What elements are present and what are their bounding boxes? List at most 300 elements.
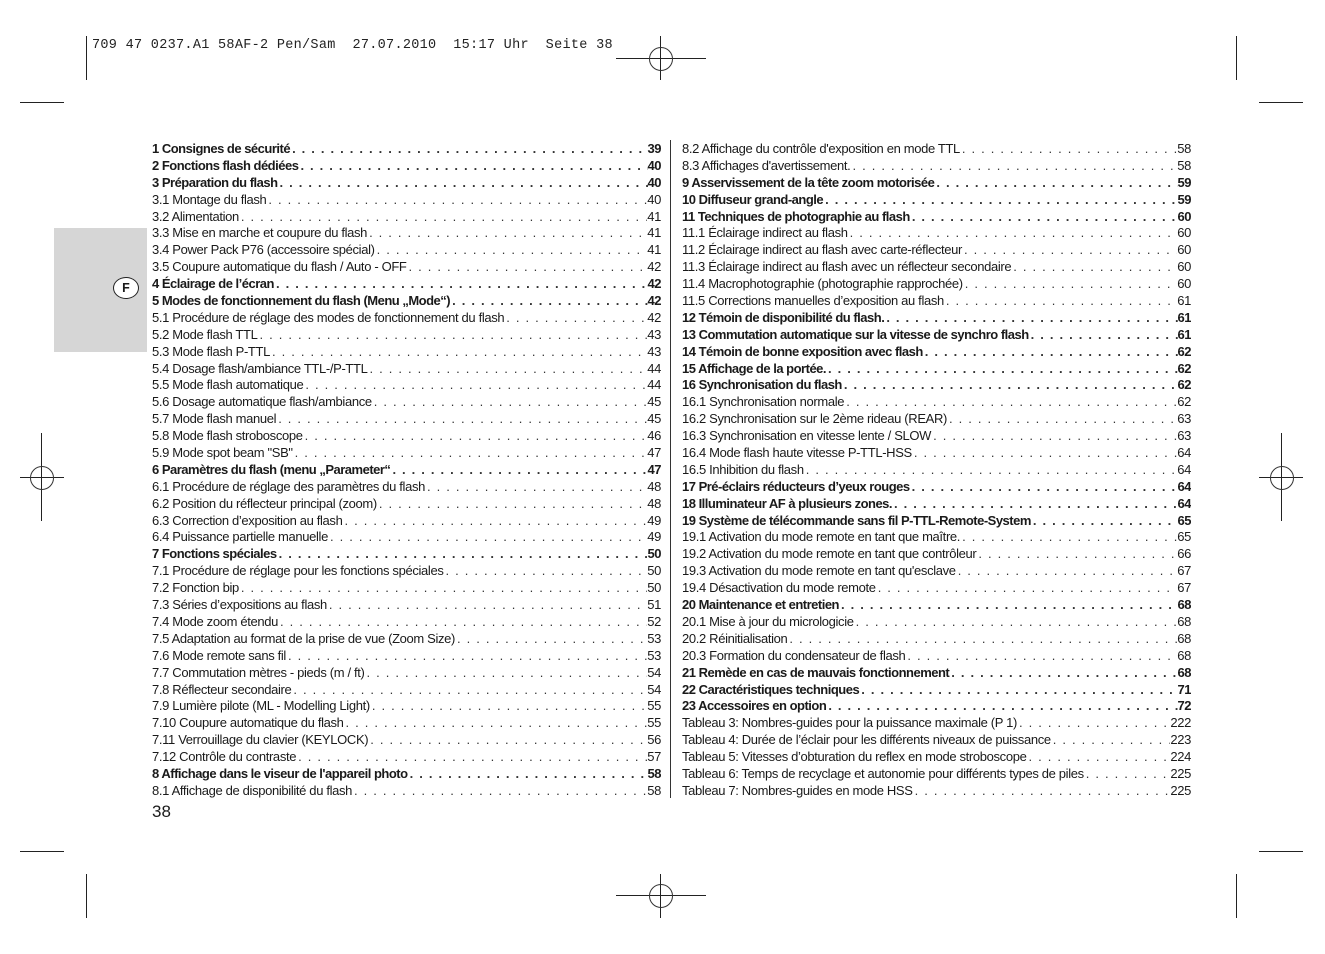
toc-entry-title: 8.2 Affichage du contrôle d'exposition en mode TTL bbox=[682, 141, 960, 156]
toc-entry bbox=[682, 225, 1191, 242]
toc-entry bbox=[682, 732, 1191, 749]
toc-entry-page: 68 bbox=[1177, 664, 1191, 680]
toc-entry-page: 57 bbox=[647, 749, 661, 765]
toc-entry-page: 47 bbox=[647, 445, 661, 461]
language-badge: F bbox=[113, 277, 139, 299]
toc-entry bbox=[682, 631, 1191, 648]
toc-leader-dots bbox=[949, 665, 1177, 682]
toc-entry-page: 64 bbox=[1177, 495, 1191, 511]
toc-entry bbox=[682, 513, 1191, 530]
toc-entry-title: 6 Paramètres du flash (menu „Parameter“ bbox=[152, 461, 391, 477]
toc-entry-title: 19.3 Activation du mode remote en tant qu'esclave bbox=[682, 563, 956, 579]
toc-entry-title: 3.2 Alimentation bbox=[152, 208, 239, 224]
toc-entry-title: 7.9 Lumière pilote (ML - Modelling Light) bbox=[152, 698, 370, 714]
toc-entry-title: 7 Fonctions spéciales bbox=[152, 546, 277, 562]
toc-leader-dots bbox=[823, 192, 1177, 209]
toc-leader-dots bbox=[826, 698, 1177, 715]
toc-entry-title: 12 Témoin de disponibilité du flash. bbox=[682, 309, 885, 325]
toc-entry-title: 5.6 Dosage automatique flash/ambiance bbox=[152, 394, 372, 410]
toc-entry-page: 55 bbox=[647, 715, 661, 731]
toc-entry bbox=[152, 529, 661, 546]
toc-entry-page: 52 bbox=[647, 613, 661, 629]
toc-entry bbox=[682, 529, 1191, 546]
column-divider bbox=[670, 140, 671, 798]
toc-entry bbox=[682, 580, 1191, 597]
toc-entry bbox=[152, 428, 661, 445]
toc-entry bbox=[152, 361, 661, 378]
toc-right-column bbox=[682, 141, 1191, 800]
toc-entry-title: 8 Affichage dans le viseur de l'appareil photo bbox=[152, 765, 408, 781]
toc-entry bbox=[682, 411, 1191, 428]
toc-entry-page: 60 bbox=[1177, 225, 1191, 241]
toc-entry-page: 54 bbox=[647, 664, 661, 680]
toc-entry bbox=[682, 394, 1191, 411]
toc-entry-title: 8.3 Affichages d'avertissement. bbox=[682, 157, 851, 173]
toc-entry-title: 11.1 Éclairage indirect au flash bbox=[682, 225, 848, 241]
toc-entry-title: 16.5 Inhibition du flash bbox=[682, 461, 804, 477]
crop-mark bbox=[20, 102, 64, 103]
toc-leader-dots bbox=[367, 361, 647, 378]
toc-entry bbox=[152, 783, 661, 800]
toc-entry-title: 14 Témoin de bonne exposition avec flash bbox=[682, 343, 923, 359]
toc-entry-page: 58 bbox=[647, 782, 661, 798]
toc-entry-title: 7.7 Commutation mètres - pieds (m / ft) bbox=[152, 664, 365, 680]
toc-entry-page: 223 bbox=[1170, 732, 1191, 748]
toc-entry-title: 3.3 Mise en marche et coupure du flash bbox=[152, 225, 368, 241]
toc-entry-page: 44 bbox=[647, 377, 661, 393]
toc-entry-title: Tableau 6: Temps de recyclage et autonomie pour différents types de piles bbox=[682, 765, 1084, 781]
toc-entry-title: 3.4 Power Pack P76 (accessoire spécial) bbox=[152, 242, 375, 258]
toc-leader-dots bbox=[1031, 513, 1178, 530]
toc-entry-page: 222 bbox=[1170, 715, 1191, 731]
toc-entry-title: 7.11 Verrouillage du clavier (KEYLOCK) bbox=[152, 732, 369, 748]
toc-entry bbox=[682, 175, 1191, 192]
toc-leader-dots bbox=[455, 631, 647, 648]
toc-entry-title: 3.1 Montage du flash bbox=[152, 191, 267, 207]
toc-entry-title: 5.8 Mode flash stroboscope bbox=[152, 428, 303, 444]
toc-entry bbox=[682, 546, 1191, 563]
toc-entry-page: 49 bbox=[647, 512, 661, 528]
toc-leader-dots bbox=[787, 631, 1177, 648]
toc-entry-title: 10 Diffuseur grand-angle bbox=[682, 191, 824, 207]
toc-entry-page: 67 bbox=[1177, 563, 1191, 579]
toc-entry bbox=[152, 242, 661, 259]
toc-entry-title: 16 Synchronisation du flash bbox=[682, 377, 842, 393]
crop-mark bbox=[1236, 874, 1237, 918]
toc-entry-page: 225 bbox=[1170, 782, 1191, 798]
toc-leader-dots bbox=[370, 698, 647, 715]
toc-leader-dots bbox=[910, 479, 1178, 496]
toc-leader-dots bbox=[931, 428, 1177, 445]
toc-entry-page: 59 bbox=[1177, 174, 1191, 190]
toc-leader-dots bbox=[854, 614, 1178, 631]
toc-entry-title: 20 Maintenance et entretien bbox=[682, 597, 839, 613]
toc-entry bbox=[682, 665, 1191, 682]
toc-entry-page: 50 bbox=[647, 563, 661, 579]
toc-entry bbox=[682, 344, 1191, 361]
toc-entry bbox=[682, 698, 1191, 715]
crop-mark bbox=[1259, 102, 1303, 103]
toc-entry-page: 58 bbox=[647, 765, 661, 781]
toc-entry-page: 59 bbox=[1177, 191, 1191, 207]
toc-entry-title: 1 Consignes de sécurité bbox=[152, 141, 291, 156]
toc-entry-title: 7.8 Réflecteur secondaire bbox=[152, 681, 292, 697]
toc-leader-dots bbox=[290, 141, 647, 158]
toc-entry bbox=[682, 749, 1191, 766]
toc-entry-page: 64 bbox=[1177, 478, 1191, 494]
toc-entry bbox=[152, 682, 661, 699]
toc-entry bbox=[682, 597, 1191, 614]
toc-entry-page: 40 bbox=[647, 191, 661, 207]
toc-entry-title: 5.5 Mode flash automatique bbox=[152, 377, 304, 393]
toc-entry-page: 61 bbox=[1177, 309, 1191, 325]
toc-entry bbox=[152, 715, 661, 732]
toc-leader-dots bbox=[367, 225, 647, 242]
toc-entry-page: 56 bbox=[647, 732, 661, 748]
toc-entry-page: 50 bbox=[647, 546, 661, 562]
toc-leader-dots bbox=[352, 783, 647, 800]
toc-entry-title: 15 Affichage de la portée. bbox=[682, 360, 827, 376]
page-number: 38 bbox=[152, 802, 171, 821]
toc-entry-title: 7.1 Procédure de réglage pour les fonctions spéciales bbox=[152, 563, 444, 579]
toc-entry-page: 60 bbox=[1177, 276, 1191, 292]
toc-entry bbox=[152, 259, 661, 276]
toc-leader-dots bbox=[947, 411, 1177, 428]
toc-leader-dots bbox=[239, 209, 647, 226]
toc-entry bbox=[152, 344, 661, 361]
toc-entry bbox=[682, 377, 1191, 394]
toc-entry-page: 46 bbox=[647, 428, 661, 444]
registration-mark-circle bbox=[649, 47, 673, 71]
toc-entry-page: 61 bbox=[1177, 326, 1191, 342]
toc-entry-page: 41 bbox=[647, 208, 661, 224]
toc-entry-title: 20.1 Mise à jour du micrologicie bbox=[682, 613, 854, 629]
toc-entry bbox=[682, 479, 1191, 496]
toc-entry-title: 11.3 Éclairage indirect au flash avec un réflecteur secondaire bbox=[682, 259, 1012, 275]
toc-entry-page: 60 bbox=[1177, 208, 1191, 224]
toc-entry-page: 62 bbox=[1177, 360, 1191, 376]
toc-entry-page: 50 bbox=[647, 580, 661, 596]
toc-leader-dots bbox=[257, 327, 647, 344]
toc-entry bbox=[682, 293, 1191, 310]
toc-leader-dots bbox=[956, 563, 1178, 580]
toc-entry-title: 7.4 Mode zoom étendu bbox=[152, 613, 278, 629]
toc-entry-title: Tableau 5: Vitesses d’obturation du reflex en mode stroboscope bbox=[682, 749, 1027, 765]
toc-leader-dots bbox=[274, 276, 648, 293]
toc-entry-title: 21 Remède en cas de mauvais fonctionnement bbox=[682, 664, 950, 680]
toc-leader-dots bbox=[278, 175, 648, 192]
toc-entry bbox=[682, 445, 1191, 462]
toc-leader-dots bbox=[377, 496, 647, 513]
toc-entry-page: 71 bbox=[1177, 681, 1191, 697]
toc-entry-page: 48 bbox=[647, 495, 661, 511]
toc-entry bbox=[682, 428, 1191, 445]
toc-entry-page: 45 bbox=[647, 394, 661, 410]
toc-entry bbox=[152, 496, 661, 513]
toc-entry bbox=[682, 682, 1191, 699]
toc-entry-title: 9 Asservissement de la tête zoom motorisée bbox=[682, 174, 935, 190]
toc-leader-dots bbox=[976, 546, 1177, 563]
toc-entry-page: 47 bbox=[647, 461, 661, 477]
toc-entry bbox=[682, 766, 1191, 783]
toc-entry-page: 63 bbox=[1177, 411, 1191, 427]
toc-leader-dots bbox=[328, 529, 647, 546]
toc-entry-title: 5.1 Procédure de réglage des modes de fonctionnement du flash bbox=[152, 309, 505, 325]
toc-entry-title: 17 Pré-éclairs réducteurs d’yeux rouges bbox=[682, 478, 910, 494]
toc-entry-page: 41 bbox=[647, 242, 661, 258]
toc-entry-page: 62 bbox=[1177, 394, 1191, 410]
toc-leader-dots bbox=[844, 394, 1177, 411]
toc-entry bbox=[152, 276, 661, 293]
toc-entry-page: 40 bbox=[647, 157, 661, 173]
toc-leader-dots bbox=[963, 276, 1178, 293]
toc-entry-title: 7.12 Contrôle du contraste bbox=[152, 749, 297, 765]
toc-leader-dots bbox=[443, 563, 647, 580]
toc-entry bbox=[152, 614, 661, 631]
toc-entry bbox=[682, 158, 1191, 175]
toc-entry bbox=[152, 445, 661, 462]
toc-entry-page: 64 bbox=[1177, 461, 1191, 477]
toc-entry-page: 68 bbox=[1177, 647, 1191, 663]
toc-entry bbox=[152, 293, 661, 310]
toc-leader-dots bbox=[876, 580, 1178, 597]
toc-entry-page: 65 bbox=[1177, 529, 1191, 545]
toc-entry bbox=[152, 310, 661, 327]
toc-entry-page: 51 bbox=[647, 597, 661, 613]
toc-entry-page: 68 bbox=[1177, 597, 1191, 613]
toc-entry bbox=[682, 496, 1191, 513]
toc-entry-page: 64 bbox=[1177, 445, 1191, 461]
toc-entry bbox=[152, 766, 661, 783]
toc-entry-page: 53 bbox=[647, 630, 661, 646]
toc-leader-dots bbox=[1029, 327, 1178, 344]
toc-entry-title: 8.1 Affichage de disponibilité du flash bbox=[152, 782, 353, 798]
crop-mark bbox=[1236, 36, 1237, 80]
toc-leader-dots bbox=[266, 192, 647, 209]
toc-entry bbox=[682, 209, 1191, 226]
toc-entry-title: 3 Préparation du flash bbox=[152, 174, 278, 190]
toc-entry bbox=[152, 513, 661, 530]
toc-entry bbox=[682, 563, 1191, 580]
toc-entry-page: 43 bbox=[647, 326, 661, 342]
toc-entry-page: 60 bbox=[1177, 242, 1191, 258]
toc-entry-title: 7.2 Fonction bip bbox=[152, 580, 239, 596]
toc-entry-page: 224 bbox=[1170, 749, 1191, 765]
toc-leader-dots bbox=[276, 411, 647, 428]
toc-leader-dots bbox=[425, 479, 647, 496]
toc-entry bbox=[152, 327, 661, 344]
toc-leader-dots bbox=[1011, 259, 1177, 276]
toc-leader-dots bbox=[390, 462, 647, 479]
toc-entry-page: 62 bbox=[1177, 377, 1191, 393]
toc-entry-title: Tableau 4: Durée de l’éclair pour les différents niveaux de puissance bbox=[682, 732, 1051, 748]
toc-leader-dots bbox=[1084, 766, 1171, 783]
toc-entry-title: 11.5 Corrections manuelles d’exposition au flash bbox=[682, 293, 944, 309]
toc-leader-dots bbox=[905, 648, 1177, 665]
toc-leader-dots bbox=[934, 175, 1177, 192]
toc-entry bbox=[682, 242, 1191, 259]
toc-leader-dots bbox=[270, 344, 647, 361]
toc-leader-dots bbox=[826, 361, 1178, 378]
toc-entry-title: 16.1 Synchronisation normale bbox=[682, 394, 845, 410]
toc-leader-dots bbox=[291, 682, 647, 699]
toc-leader-dots bbox=[278, 614, 647, 631]
toc-entry-page: 72 bbox=[1177, 698, 1191, 714]
toc-entry bbox=[152, 648, 661, 665]
toc-entry-title: 5 Modes de fonctionnement du flash (Menu „Mode“) bbox=[152, 293, 451, 309]
toc-entry bbox=[682, 462, 1191, 479]
toc-leader-dots bbox=[239, 580, 647, 597]
toc-entry-title: 20.3 Formation du condensateur de flash bbox=[682, 647, 906, 663]
toc-entry-page: 62 bbox=[1177, 343, 1191, 359]
toc-leader-dots bbox=[848, 225, 1178, 242]
crop-mark bbox=[1259, 851, 1303, 852]
toc-left-column bbox=[152, 141, 661, 800]
toc-entry bbox=[682, 648, 1191, 665]
toc-leader-dots bbox=[913, 783, 1171, 800]
toc-entry-page: 42 bbox=[647, 259, 661, 275]
toc-entry-page: 42 bbox=[647, 309, 661, 325]
toc-leader-dots bbox=[286, 648, 647, 665]
toc-leader-dots bbox=[923, 344, 1178, 361]
toc-entry-page: 68 bbox=[1177, 613, 1191, 629]
toc-entry bbox=[682, 141, 1191, 158]
toc-leader-dots bbox=[1051, 732, 1171, 749]
toc-entry-page: 225 bbox=[1170, 765, 1191, 781]
toc-entry-page: 40 bbox=[647, 174, 661, 190]
toc-entry bbox=[682, 327, 1191, 344]
toc-leader-dots bbox=[408, 766, 648, 783]
toc-entry-page: 54 bbox=[647, 681, 661, 697]
toc-leader-dots bbox=[303, 377, 647, 394]
toc-entry-title: 5.4 Dosage flash/ambiance TTL-/P-TTL bbox=[152, 360, 368, 376]
registration-mark-circle bbox=[649, 884, 673, 908]
toc-entry-page: 42 bbox=[647, 276, 661, 292]
registration-mark-circle bbox=[30, 466, 54, 490]
crop-mark bbox=[86, 874, 87, 918]
toc-entry-title: 3.5 Coupure automatique du flash / Auto - OFF bbox=[152, 259, 407, 275]
toc-leader-dots bbox=[842, 377, 1178, 394]
toc-entry bbox=[152, 749, 661, 766]
toc-leader-dots bbox=[298, 158, 647, 175]
toc-entry-page: 61 bbox=[1177, 293, 1191, 309]
toc-entry-title: 7.3 Séries d’expositions au flash bbox=[152, 597, 327, 613]
toc-entry-page: 49 bbox=[647, 529, 661, 545]
toc-entry-page: 63 bbox=[1177, 428, 1191, 444]
toc-leader-dots bbox=[450, 293, 647, 310]
toc-entry-page: 44 bbox=[647, 360, 661, 376]
toc-entry-title: 11.4 Macrophotographie (photographie rapprochée) bbox=[682, 276, 963, 292]
toc-entry bbox=[152, 563, 661, 580]
toc-entry-title: 5.9 Mode spot beam "SB" bbox=[152, 445, 293, 461]
toc-leader-dots bbox=[1017, 715, 1170, 732]
toc-entry-title: 11.2 Éclairage indirect au flash avec carte-réflecteur bbox=[682, 242, 963, 258]
toc-entry-title: 19.2 Activation du mode remote en tant que contrôleur bbox=[682, 546, 977, 562]
toc-entry bbox=[682, 614, 1191, 631]
toc-leader-dots bbox=[344, 715, 648, 732]
toc-entry-title: Tableau 3: Nombres-guides pour la puissance maximale (P 1) bbox=[682, 715, 1017, 731]
toc-entry bbox=[152, 394, 661, 411]
toc-leader-dots bbox=[364, 665, 647, 682]
toc-entry-page: 45 bbox=[647, 411, 661, 427]
toc-entry bbox=[152, 209, 661, 226]
toc-entry bbox=[152, 631, 661, 648]
toc-entry-page: 66 bbox=[1177, 546, 1191, 562]
toc-leader-dots bbox=[944, 293, 1177, 310]
toc-leader-dots bbox=[303, 428, 648, 445]
toc-leader-dots bbox=[368, 732, 647, 749]
toc-entry-page: 58 bbox=[1177, 157, 1191, 173]
crop-mark bbox=[20, 851, 64, 852]
toc-entry-title: 2 Fonctions flash dédiées bbox=[152, 157, 299, 173]
toc-entry bbox=[682, 259, 1191, 276]
toc-entry-title: 19.4 Désactivation du mode remote bbox=[682, 580, 876, 596]
toc-entry bbox=[152, 580, 661, 597]
toc-entry-title: 5.3 Mode flash P-TTL bbox=[152, 343, 270, 359]
toc-entry-page: 39 bbox=[647, 141, 661, 156]
toc-leader-dots bbox=[884, 310, 1177, 327]
toc-entry-title: 7.6 Mode remote sans fil bbox=[152, 647, 286, 663]
toc-entry-page: 68 bbox=[1177, 630, 1191, 646]
toc-entry bbox=[152, 732, 661, 749]
toc-leader-dots bbox=[912, 445, 1177, 462]
toc-leader-dots bbox=[375, 242, 648, 259]
toc-entry-title: 23 Accessoires en option bbox=[682, 698, 827, 714]
toc-entry-page: 67 bbox=[1177, 580, 1191, 596]
toc-leader-dots bbox=[962, 242, 1177, 259]
toc-entry-page: 43 bbox=[647, 343, 661, 359]
toc-leader-dots bbox=[850, 158, 1177, 175]
toc-entry-page: 42 bbox=[647, 293, 661, 309]
toc-entry bbox=[682, 192, 1191, 209]
toc-entry-title: 16.2 Synchronisation sur le 2ème rideau (REAR) bbox=[682, 411, 947, 427]
toc-entry-title: 6.2 Position du réflecteur principal (zoom) bbox=[152, 495, 377, 511]
toc-entry-title: 22 Caractéristiques techniques bbox=[682, 681, 860, 697]
toc-entry bbox=[682, 715, 1191, 732]
toc-entry-title: 4 Éclairage de l’écran bbox=[152, 276, 274, 292]
toc-leader-dots bbox=[910, 209, 1178, 226]
crop-mark bbox=[86, 36, 87, 80]
toc-entry-page: 65 bbox=[1177, 512, 1191, 528]
toc-entry-page: 58 bbox=[1177, 141, 1191, 156]
toc-leader-dots bbox=[293, 445, 648, 462]
toc-entry bbox=[152, 597, 661, 614]
toc-entry bbox=[152, 225, 661, 242]
toc-entry bbox=[152, 411, 661, 428]
toc-entry-title: 13 Commutation automatique sur la vitesse de synchro flash bbox=[682, 326, 1029, 342]
toc-entry-title: 11 Techniques de photographie au flash bbox=[682, 208, 910, 224]
toc-leader-dots bbox=[960, 141, 1177, 158]
toc-leader-dots bbox=[504, 310, 647, 327]
toc-entry-title: 18 Illuminateur AF à plusieurs zones. bbox=[682, 495, 893, 511]
registration-mark-circle bbox=[1270, 466, 1294, 490]
toc-entry-title: Tableau 7: Nombres-guides en mode HSS bbox=[682, 782, 913, 798]
toc-entry bbox=[152, 175, 661, 192]
toc-entry-page: 41 bbox=[647, 225, 661, 241]
print-header: 709 47 0237.A1 58AF-2 Pen/Sam 27.07.2010 15:17 Uhr Seite 38 bbox=[92, 38, 613, 53]
toc-leader-dots bbox=[839, 597, 1178, 614]
toc-entry bbox=[682, 310, 1191, 327]
toc-entry bbox=[682, 783, 1191, 800]
toc-leader-dots bbox=[892, 496, 1178, 513]
toc-leader-dots bbox=[859, 682, 1177, 699]
toc-leader-dots bbox=[960, 529, 1177, 546]
toc-entry-title: 7.5 Adaptation au format de la prise de vue (Zoom Size) bbox=[152, 630, 456, 646]
toc-leader-dots bbox=[277, 546, 648, 563]
toc-entry bbox=[152, 546, 661, 563]
toc-leader-dots bbox=[327, 597, 647, 614]
toc-entry bbox=[152, 192, 661, 209]
